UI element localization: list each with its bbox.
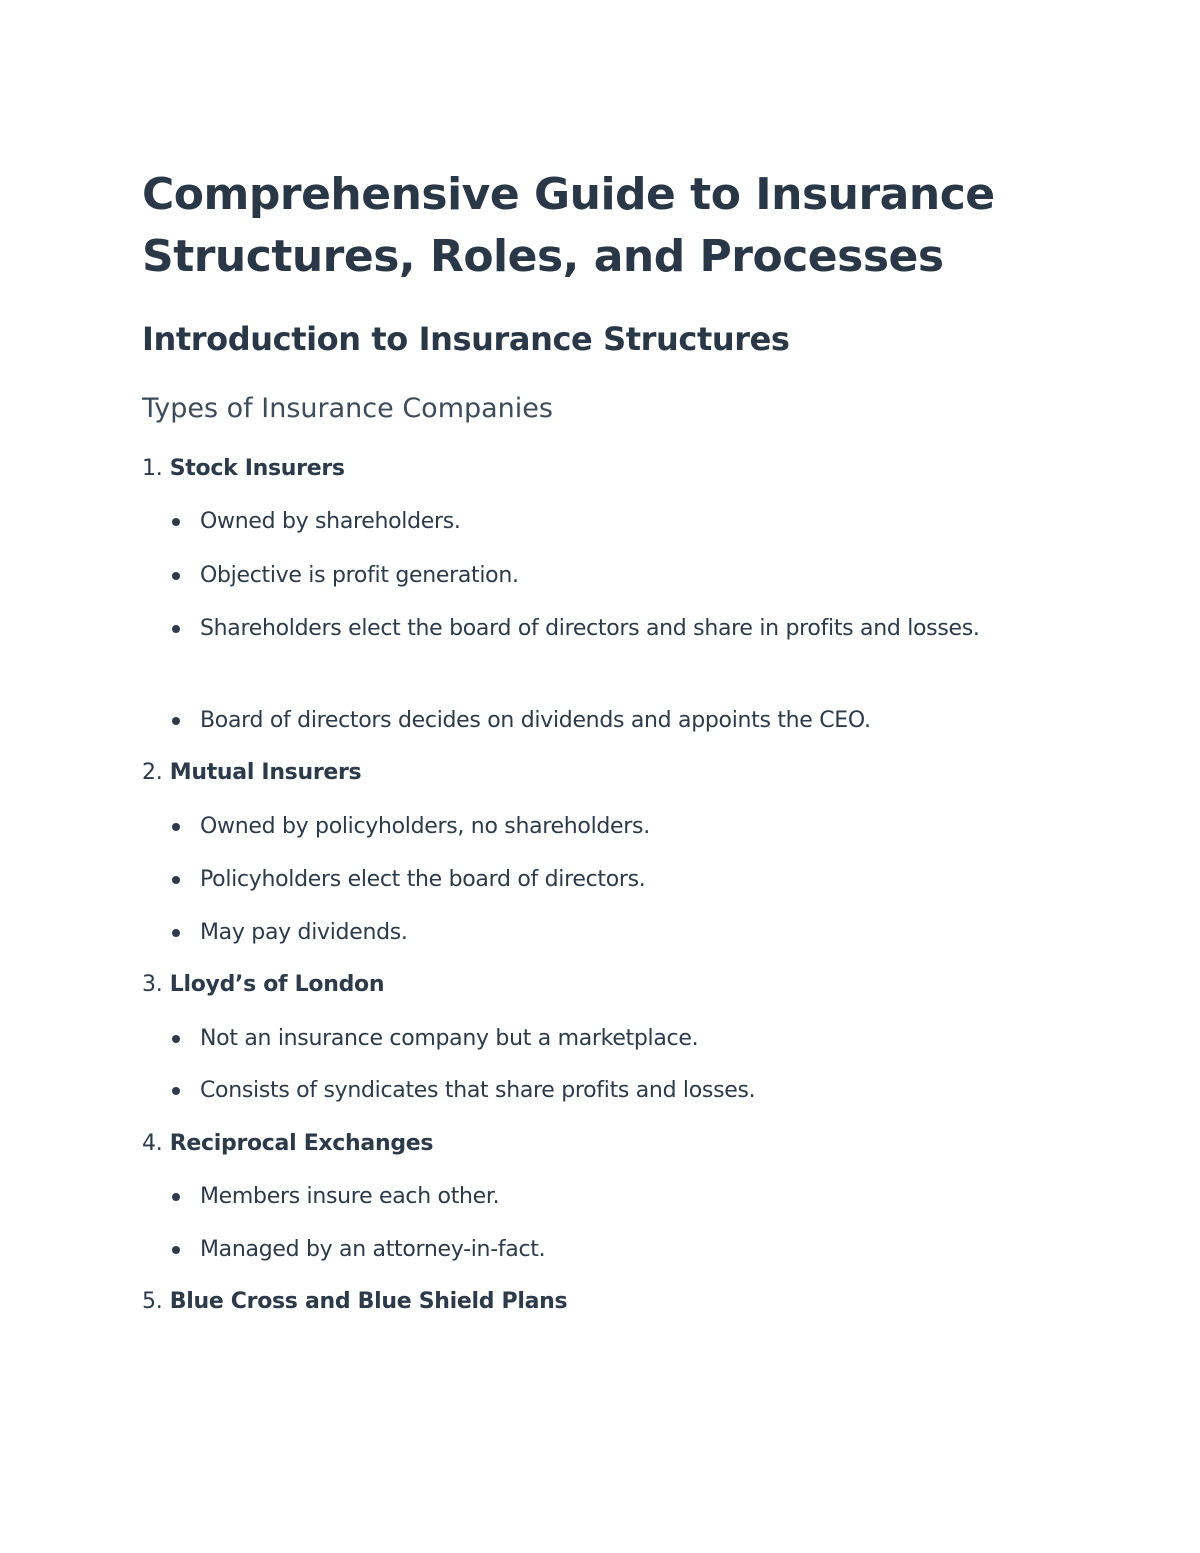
list-item-title [142, 454, 345, 484]
list-bullet [172, 701, 1012, 740]
list-bullet [172, 502, 1012, 541]
list-bullet [172, 556, 1012, 595]
list-item-title [142, 1287, 567, 1317]
list-item-name: Mutual Insurers [169, 760, 362, 785]
list-item-name: Stock Insurers [169, 456, 345, 481]
bullet-text: Consists of syndicates that share profits and losses. [200, 1078, 756, 1103]
bullet-dot-icon [172, 518, 180, 526]
bullet-text: Members insure each other. [200, 1184, 500, 1209]
bullet-text: Owned by shareholders. [200, 509, 461, 534]
list-bullet [172, 1230, 1012, 1269]
bullet-dot-icon [172, 1246, 180, 1254]
list-item-number: 2. [142, 760, 163, 785]
bullet-dot-icon [172, 717, 180, 725]
bullet-text: Not an insurance company but a marketplace. [200, 1026, 699, 1051]
bullet-dot-icon [172, 876, 180, 884]
bullet-text: May pay dividends. [200, 920, 408, 945]
list-item-number: 5. [142, 1289, 163, 1314]
list-item-name: Blue Cross and Blue Shield Plans [169, 1289, 568, 1314]
list-item-number: 3. [142, 972, 163, 997]
bullet-text: Objective is profit generation. [200, 563, 519, 588]
list-item-name: Lloyd’s of London [169, 972, 385, 997]
list-item-number: 4. [142, 1131, 163, 1156]
list-item-title [142, 970, 384, 1000]
bullet-dot-icon [172, 1087, 180, 1095]
bullet-dot-icon [172, 1193, 180, 1201]
bullet-dot-icon [172, 625, 180, 633]
list-bullet [172, 1071, 1012, 1110]
bullet-text: Shareholders elect the board of directors and share in profits and losses. [200, 616, 980, 641]
list-bullet [172, 860, 1012, 899]
bullet-dot-icon [172, 929, 180, 937]
bullet-dot-icon [172, 1035, 180, 1043]
bullet-dot-icon [172, 823, 180, 831]
list-bullet [172, 913, 1012, 952]
list-item-title [142, 758, 361, 788]
document-title: Comprehensive Guide to Insurance Structures, Roles, and Processes [142, 169, 995, 282]
bullet-text: Owned by policyholders, no shareholders. [200, 814, 650, 839]
bullet-text: Policyholders elect the board of directors. [200, 867, 646, 892]
list-bullet [172, 1019, 1012, 1058]
list-item-name: Reciprocal Exchanges [169, 1131, 434, 1156]
bullet-text: Board of directors decides on dividends and appoints the CEO. [200, 708, 871, 733]
list-item-number: 1. [142, 456, 163, 481]
bullet-text: Managed by an attorney-in-fact. [200, 1237, 546, 1262]
list-bullet [172, 807, 1012, 846]
subsection-heading: Types of Insurance Companies [142, 393, 553, 424]
section-heading: Introduction to Insurance Structures [142, 320, 790, 358]
list-bullet [172, 1177, 1012, 1216]
list-bullet [172, 609, 1012, 648]
list-item-title [142, 1129, 433, 1159]
bullet-dot-icon [172, 572, 180, 580]
